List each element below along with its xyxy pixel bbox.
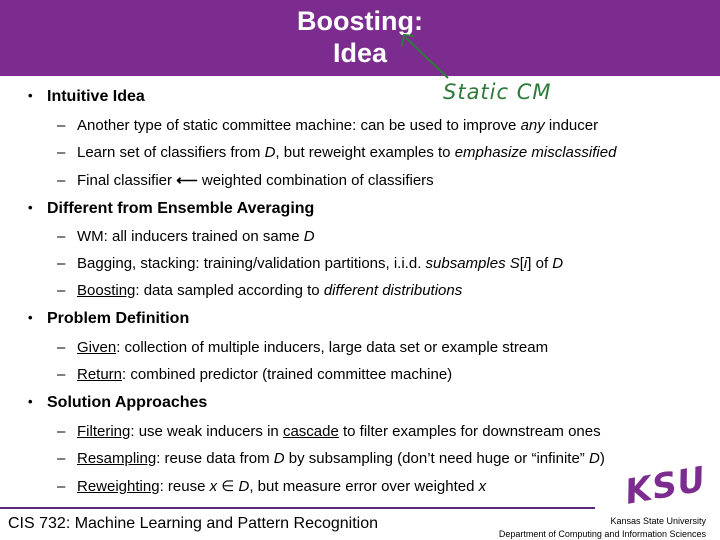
ksu-logo: KSU <box>622 459 710 513</box>
footer-divider <box>0 507 595 509</box>
slide-title-line2: Idea <box>332 38 388 68</box>
list-item: – Another type of static committee machine: can be used to improve any inducer <box>57 117 599 134</box>
left-arrow-icon: ⟵ <box>176 172 198 189</box>
handwritten-annotation: Static CM <box>443 80 552 104</box>
slide-title-line1: Boosting: <box>297 6 423 36</box>
department-name: Department of Computing and Information Sciences <box>498 529 706 539</box>
list-item: – Return: combined predictor (trained committee machine) <box>57 366 453 383</box>
course-title: CIS 732: Machine Learning and Pattern Recognition <box>8 515 379 532</box>
list-item: – Given: collection of multiple inducers, large data set or example stream <box>57 339 549 356</box>
list-item: – Reweighting: reuse x ∈ D, but measure error over weighted x <box>57 478 487 495</box>
list-item: – Learn set of classifiers from D, but reweight examples to emphasize misclassified <box>57 144 617 161</box>
list-item: – Filtering: use weak inducers in cascade to filter examples for downstream ones <box>57 423 601 440</box>
list-item: – Resampling: reuse data from D by subsampling (don’t need huge or “infinite” D) <box>57 450 605 467</box>
list-item: – Final classifier ⟵ weighted combination of classifiers <box>57 172 434 189</box>
list-item: – WM: all inducers trained on same D <box>57 228 315 245</box>
list-item: – Boosting: data sampled according to different distributions <box>57 282 463 299</box>
list-item: – Bagging, stacking: training/validation partitions, i.i.d. subsamples S[i] of D <box>57 255 564 272</box>
university-name: Kansas State University <box>610 516 706 526</box>
